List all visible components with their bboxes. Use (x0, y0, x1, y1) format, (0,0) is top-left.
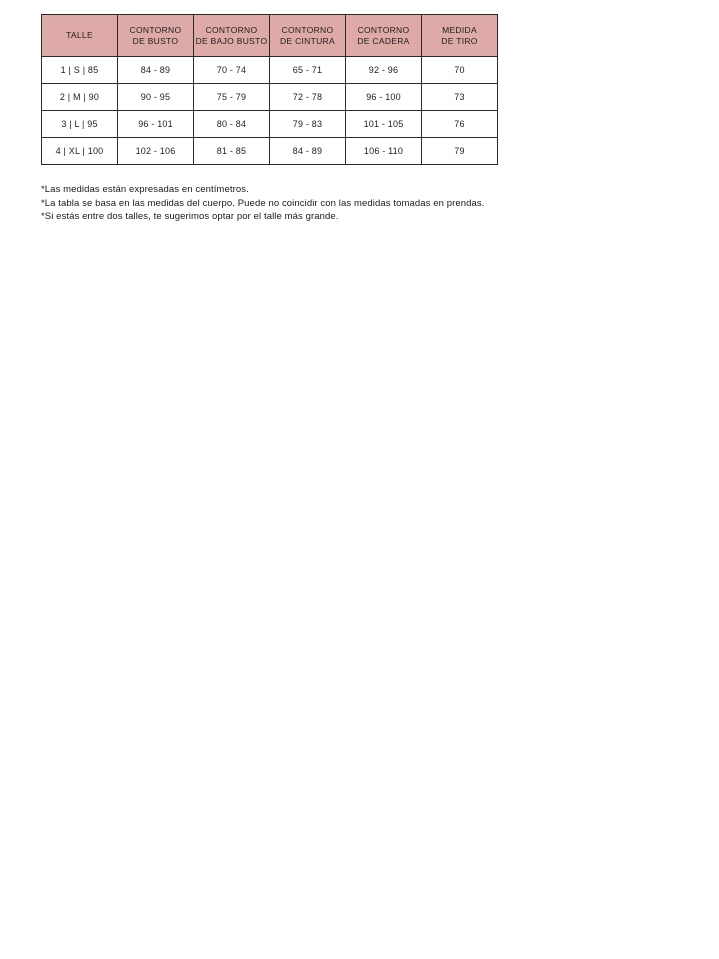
note-line: *Si estás entre dos talles, te sugerimos optar por el talle más grande. (41, 211, 339, 222)
header-line-1: MEDIDA (442, 24, 477, 35)
cell-tiro: 79 (422, 138, 498, 165)
header-line-2: DE CINTURA (280, 35, 335, 46)
header-line-2: DE BUSTO (132, 35, 179, 46)
header-row (42, 15, 498, 57)
cell-tiro: 73 (422, 84, 498, 111)
header-cell-contorno-de-cadera (346, 15, 422, 57)
cell-cadera: 106 - 110 (346, 138, 422, 165)
cell-tiro: 70 (422, 57, 498, 84)
note-line: *Las medidas están expresadas en centímetros. (41, 184, 249, 195)
cell-tiro: 76 (422, 111, 498, 138)
cell-talle: 4 | XL | 100 (42, 138, 118, 165)
cell-cadera: 96 - 100 (346, 84, 422, 111)
header-line-1: CONTORNO (205, 24, 258, 35)
table-body (42, 57, 498, 165)
table-row (42, 84, 498, 111)
cell-talle: 2 | M | 90 (42, 84, 118, 111)
cell-talle: 1 | S | 85 (42, 57, 118, 84)
cell-bajo-busto: 80 - 84 (194, 111, 270, 138)
header-line-2: DE CADERA (357, 35, 410, 46)
cell-busto: 102 - 106 (118, 138, 194, 165)
cell-cintura: 72 - 78 (270, 84, 346, 111)
header-line-1: TALLE (66, 30, 93, 40)
header-cell-contorno-de-busto (118, 15, 194, 57)
table-row (42, 111, 498, 138)
table-row (42, 57, 498, 84)
cell-busto: 84 - 89 (118, 57, 194, 84)
cell-bajo-busto: 81 - 85 (194, 138, 270, 165)
table-header (42, 15, 498, 57)
cell-talle: 3 | L | 95 (42, 111, 118, 138)
header-line-2: DE TIRO (441, 35, 478, 46)
header-line-1: CONTORNO (129, 24, 182, 35)
size-chart-table (41, 14, 498, 165)
cell-cintura: 84 - 89 (270, 138, 346, 165)
cell-cadera: 92 - 96 (346, 57, 422, 84)
cell-busto: 96 - 101 (118, 111, 194, 138)
header-cell-contorno-de-bajo-busto (194, 15, 270, 57)
cell-busto: 90 - 95 (118, 84, 194, 111)
header-line-1: CONTORNO (281, 24, 334, 35)
cell-cadera: 101 - 105 (346, 111, 422, 138)
note-line: *La tabla se basa en las medidas del cuerpo. Puede no coincidir con las medidas tomadas en prendas. (41, 197, 485, 209)
header-cell-talle (42, 15, 118, 57)
header-cell-contorno-de-cintura (270, 15, 346, 57)
cell-bajo-busto: 75 - 79 (194, 84, 270, 111)
header-line-1: CONTORNO (357, 24, 410, 35)
notes-block (41, 183, 484, 224)
table-row (42, 138, 498, 165)
cell-cintura: 79 - 83 (270, 111, 346, 138)
cell-cintura: 65 - 71 (270, 57, 346, 84)
cell-bajo-busto: 70 - 74 (194, 57, 270, 84)
header-line-2: DE BAJO BUSTO (195, 35, 268, 46)
header-cell-medida-de-tiro (422, 15, 498, 57)
